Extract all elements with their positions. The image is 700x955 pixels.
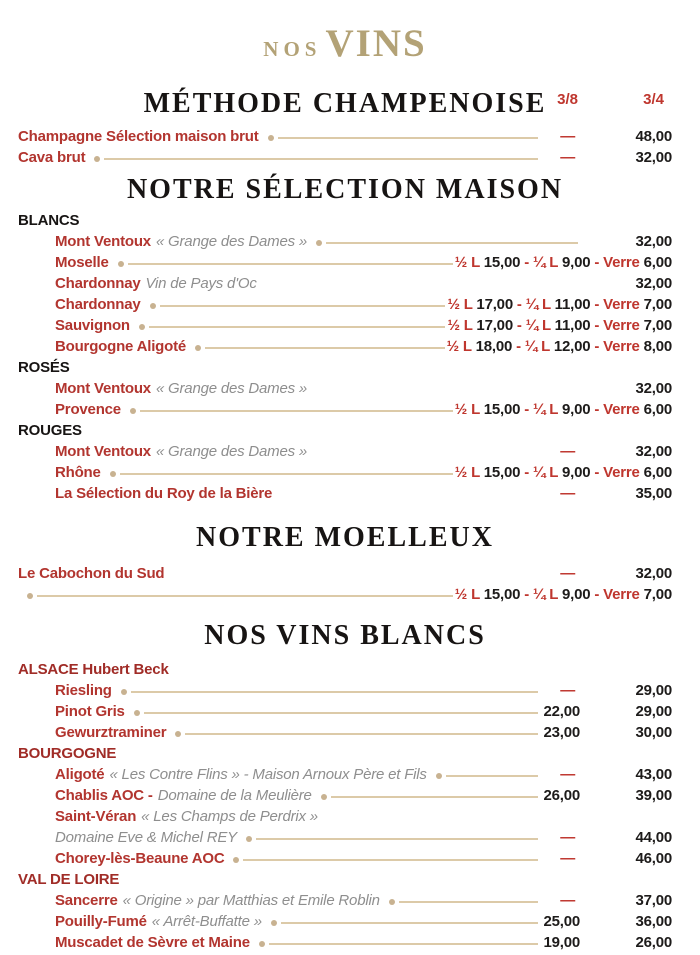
- carafe-quarter-price: 9,00: [561, 254, 591, 271]
- leader-rule: [104, 158, 538, 160]
- wine-name: Chardonnay: [55, 296, 141, 313]
- carafe-half-label: ½ L: [454, 586, 484, 603]
- leader-rule: [269, 943, 538, 945]
- menu-section: [18, 88, 672, 168]
- bullet-dot-icon: [259, 941, 265, 947]
- wine-subtitle: « Arrêt-Buffatte »: [151, 913, 262, 930]
- carafe-half-label: ½ L: [454, 401, 484, 418]
- carafe-prices: [455, 586, 672, 603]
- leader-line: [259, 941, 538, 947]
- price-large-bottle: 32,00: [635, 380, 672, 397]
- group-rows: [18, 231, 672, 357]
- carafe-half-label: ½ L: [447, 296, 477, 313]
- bullet-dot-icon: [130, 408, 136, 414]
- leader-line: [389, 899, 538, 905]
- bullet-dot-icon: [110, 471, 116, 477]
- wine-subtitle: « Grange des Dames »: [155, 233, 308, 250]
- carafe-half-price: 17,00: [476, 296, 513, 313]
- wine-name: Muscadet de Sèvre et Maine: [55, 934, 250, 951]
- price-large-bottle: 32,00: [635, 233, 672, 250]
- wine-name: Mont Ventoux: [55, 233, 151, 250]
- bullet-dot-icon: [316, 240, 322, 246]
- leader-rule: [278, 137, 538, 139]
- section-heading: [18, 620, 672, 651]
- price-small-bottle: 23,00: [543, 724, 580, 741]
- carafe-quarter-label: ¼ L: [533, 586, 562, 603]
- leader-rule: [37, 595, 453, 597]
- menu-row: [55, 932, 672, 953]
- bullet-dot-icon: [268, 135, 274, 141]
- carafe-prices: [447, 317, 672, 334]
- leader-rule: [149, 326, 446, 328]
- wine-name: Le Cabochon du Sud: [18, 565, 165, 582]
- bullet-dot-icon: [389, 899, 395, 905]
- carafe-glass-label: - Verre: [590, 254, 644, 271]
- menu-row: [55, 336, 672, 357]
- group-label: BLANCS: [18, 212, 80, 229]
- price-small-bottle: 25,00: [543, 913, 580, 930]
- price-large-bottle: 29,00: [635, 703, 672, 720]
- leader-rule: [120, 473, 453, 475]
- wine-subtitle: « Grange des Dames »: [155, 443, 308, 460]
- wine-name: Pinot Gris: [55, 703, 125, 720]
- carafe-glass-price: 6,00: [643, 401, 672, 418]
- bullet-dot-icon: [195, 345, 201, 351]
- price-small-bottle: 26,00: [543, 787, 580, 804]
- carafe-separator: -: [520, 254, 534, 271]
- wine-name: Chardonnay: [55, 275, 141, 292]
- carafe-separator: -: [520, 401, 534, 418]
- wine-subtitle: « Les Champs de Perdrix »: [141, 808, 318, 825]
- carafe-quarter-label: ¼ L: [525, 296, 555, 313]
- group-rows: [18, 441, 672, 504]
- carafe-glass-price: 8,00: [643, 338, 672, 355]
- bullet-dot-icon: [246, 836, 252, 842]
- carafe-separator: -: [512, 338, 525, 355]
- menu-row: [55, 273, 672, 294]
- wine-name: Mont Ventoux: [55, 443, 151, 460]
- carafe-prices: [455, 254, 672, 271]
- price-small-bottle: 22,00: [543, 703, 580, 720]
- section-heading-label: NOS VINS BLANCS: [204, 620, 486, 651]
- carafe-glass-price: 7,00: [643, 586, 672, 603]
- carafe-quarter-label: ¼ L: [524, 338, 554, 355]
- bullet-dot-icon: [27, 593, 33, 599]
- price-small-bottle: —: [560, 850, 575, 867]
- leader-line: [134, 710, 538, 716]
- menu-row: [55, 848, 672, 869]
- wine-subtitle: « Origine » par Matthias et Emile Roblin: [122, 892, 380, 909]
- menu-row: [55, 806, 672, 827]
- carafe-prices: [455, 464, 672, 481]
- wine-name: Sauvignon: [55, 317, 130, 334]
- group-rows: [18, 890, 672, 953]
- carafe-quarter-price: 11,00: [554, 317, 591, 334]
- column-header-3-4: 3/4: [643, 91, 664, 108]
- carafe-half-price: 15,00: [483, 254, 521, 271]
- carafe-glass-price: 6,00: [643, 464, 672, 481]
- price-large-bottle: 37,00: [635, 892, 672, 909]
- price-large-bottle: 44,00: [635, 829, 672, 846]
- leader-rule: [331, 796, 538, 798]
- menu-row: [55, 462, 672, 483]
- carafe-quarter-price: 12,00: [553, 338, 591, 355]
- page-title-prefix: NOS: [263, 37, 322, 61]
- section-heading-label: NOTRE SÉLECTION MAISON: [126, 174, 564, 205]
- carafe-separator: -: [520, 464, 534, 481]
- leader-line: [27, 593, 453, 599]
- carafe-glass-label: - Verre: [590, 401, 644, 418]
- menu-row: [55, 701, 672, 722]
- section-heading: [18, 88, 672, 119]
- menu-section: [18, 174, 672, 504]
- group-rows: [18, 680, 672, 743]
- wine-name: Cava brut: [18, 149, 86, 166]
- leader-rule: [205, 347, 445, 349]
- section-heading: [18, 174, 672, 205]
- wine-name: Pouilly-Fumé: [55, 913, 147, 930]
- wine-name: Riesling: [55, 682, 112, 699]
- price-small-bottle: —: [560, 682, 575, 699]
- price-large-bottle: 32,00: [635, 565, 672, 582]
- price-large-bottle: 32,00: [635, 443, 672, 460]
- menu-row: [55, 231, 672, 252]
- menu-row: [18, 563, 672, 584]
- menu-row: [55, 722, 672, 743]
- price-large-bottle: 26,00: [635, 934, 672, 951]
- price-large-bottle: 43,00: [635, 766, 672, 783]
- menu-row: [55, 785, 672, 806]
- menu-row: [55, 378, 672, 399]
- carafe-separator: -: [512, 296, 526, 313]
- menu-row: [55, 764, 672, 785]
- group-label: ROUGES: [18, 422, 82, 439]
- menu-row: [55, 252, 672, 273]
- price-small-bottle: —: [560, 892, 575, 909]
- bullet-dot-icon: [134, 710, 140, 716]
- wine-name: Chablis AOC -: [55, 787, 153, 804]
- leader-line: [121, 689, 538, 695]
- group-label: VAL DE LOIRE: [18, 871, 120, 888]
- menu-row: [55, 315, 672, 336]
- page-title: [18, 22, 672, 68]
- section-heading-label: MÉTHODE CHAMPENOISE: [143, 88, 547, 119]
- leader-rule: [185, 733, 538, 735]
- wine-name: Provence: [55, 401, 121, 418]
- carafe-half-label: ½ L: [454, 254, 484, 271]
- carafe-glass-price: 6,00: [643, 254, 672, 271]
- wine-name: Sancerre: [55, 892, 118, 909]
- carafe-prices: [447, 338, 672, 355]
- wine-name: Champagne Sélection maison brut: [18, 128, 259, 145]
- wine-name: Moselle: [55, 254, 109, 271]
- leader-rule: [281, 922, 538, 924]
- menu-row: [18, 147, 672, 168]
- leader-line: [316, 240, 578, 246]
- menu-sections: [18, 88, 672, 953]
- price-small-bottle: —: [560, 565, 575, 582]
- price-large-bottle: 48,00: [635, 128, 672, 145]
- menu-row: [18, 126, 672, 147]
- wine-subtitle: Domaine Eve & Michel REY: [55, 829, 237, 846]
- carafe-quarter-price: 9,00: [561, 464, 591, 481]
- carafe-half-price: 15,00: [483, 401, 521, 418]
- wine-name: Chorey-lès-Beaune AOC: [55, 850, 225, 867]
- carafe-quarter-label: ¼ L: [525, 317, 555, 334]
- wine-name: Bourgogne Aligoté: [55, 338, 187, 355]
- price-small-bottle: 19,00: [543, 934, 580, 951]
- group-label: ROSÉS: [18, 359, 70, 376]
- price-large-bottle: 35,00: [635, 485, 672, 502]
- menu-row: [55, 890, 672, 911]
- leader-line: [233, 857, 538, 863]
- bullet-dot-icon: [321, 794, 327, 800]
- bullet-dot-icon: [139, 324, 145, 330]
- price-small-bottle: —: [560, 766, 575, 783]
- wine-subtitle: « Les Contre Flins » - Maison Arnoux Père et Fils: [109, 766, 427, 783]
- carafe-glass-label: - Verre: [590, 586, 644, 603]
- leader-line: [436, 773, 538, 779]
- carafe-separator: -: [520, 586, 534, 603]
- leader-rule: [131, 691, 538, 693]
- column-header-3-8: 3/8: [557, 91, 578, 108]
- price-large-bottle: 29,00: [635, 682, 672, 699]
- carafe-quarter-price: 9,00: [561, 586, 591, 603]
- leader-rule: [144, 712, 538, 714]
- wine-subtitle: Vin de Pays d'Oc: [145, 275, 257, 292]
- carafe-glass-price: 7,00: [643, 296, 672, 313]
- group-rows: [18, 126, 672, 168]
- carafe-half-price: 15,00: [483, 464, 521, 481]
- leader-rule: [128, 263, 453, 265]
- group-rows: [18, 764, 672, 869]
- price-large-bottle: 36,00: [635, 913, 672, 930]
- carafe-quarter-label: ¼ L: [533, 254, 562, 271]
- group-label: BOURGOGNE: [18, 745, 117, 762]
- leader-rule: [140, 410, 453, 412]
- wine-name: Saint-Véran: [55, 808, 137, 825]
- menu-section: [18, 620, 672, 953]
- carafe-half-label: ½ L: [447, 317, 477, 334]
- price-large-bottle: 30,00: [635, 724, 672, 741]
- leader-line: [271, 920, 538, 926]
- section-heading: [18, 522, 672, 553]
- wine-name: Mont Ventoux: [55, 380, 151, 397]
- leader-rule: [446, 775, 538, 777]
- price-large-bottle: 46,00: [635, 850, 672, 867]
- leader-line: [246, 836, 538, 842]
- group-rows: [18, 563, 672, 605]
- menu-row: [55, 483, 672, 504]
- carafe-half-price: 17,00: [476, 317, 513, 334]
- bullet-dot-icon: [94, 156, 100, 162]
- bullet-dot-icon: [118, 261, 124, 267]
- carafe-separator: -: [512, 317, 526, 334]
- price-large-bottle: 39,00: [635, 787, 672, 804]
- bullet-dot-icon: [150, 303, 156, 309]
- leader-line: [139, 324, 446, 330]
- wine-subtitle: « Grange des Dames »: [155, 380, 308, 397]
- price-large-bottle: 32,00: [635, 275, 672, 292]
- wine-name: Aligoté: [55, 766, 105, 783]
- price-small-bottle: —: [560, 485, 575, 502]
- carafe-glass-label: - Verre: [590, 296, 644, 313]
- carafe-quarter-price: 9,00: [561, 401, 591, 418]
- menu-row: [55, 399, 672, 420]
- carafe-half-label: ½ L: [454, 464, 484, 481]
- leader-line: [130, 408, 453, 414]
- bullet-dot-icon: [175, 731, 181, 737]
- leader-line: [110, 471, 453, 477]
- carafe-quarter-label: ¼ L: [533, 464, 562, 481]
- wine-subtitle: Domaine de la Meulière: [157, 787, 312, 804]
- menu-row: [18, 584, 672, 605]
- carafe-prices: [455, 401, 672, 418]
- leader-line: [118, 261, 453, 267]
- section-heading-label: NOTRE MOELLEUX: [196, 522, 494, 553]
- leader-line: [175, 731, 538, 737]
- carafe-glass-label: - Verre: [590, 464, 644, 481]
- carafe-half-price: 18,00: [475, 338, 513, 355]
- menu-row: [55, 911, 672, 932]
- leader-line: [150, 303, 446, 309]
- menu-row: [55, 827, 672, 848]
- carafe-glass-price: 7,00: [643, 317, 672, 334]
- leader-line: [195, 345, 445, 351]
- leader-line: [94, 156, 538, 162]
- wine-name: La Sélection du Roy de la Bière: [55, 485, 273, 502]
- menu-row: [55, 680, 672, 701]
- bullet-dot-icon: [121, 689, 127, 695]
- menu-row: [55, 294, 672, 315]
- wine-name: Rhône: [55, 464, 101, 481]
- carafe-glass-label: - Verre: [590, 317, 644, 334]
- group-rows: [18, 378, 672, 420]
- group-label: ALSACE Hubert Beck: [18, 661, 169, 678]
- carafe-half-price: 15,00: [483, 586, 521, 603]
- leader-rule: [399, 901, 538, 903]
- menu-section: [18, 522, 672, 605]
- price-large-bottle: 32,00: [635, 149, 672, 166]
- carafe-quarter-label: ¼ L: [533, 401, 562, 418]
- leader-rule: [326, 242, 578, 244]
- bullet-dot-icon: [271, 920, 277, 926]
- price-small-bottle: —: [560, 829, 575, 846]
- page-title-main: VINS: [325, 22, 427, 65]
- carafe-quarter-price: 11,00: [554, 296, 591, 313]
- leader-rule: [256, 838, 538, 840]
- price-small-bottle: —: [560, 128, 575, 145]
- leader-rule: [243, 859, 538, 861]
- carafe-glass-label: - Verre: [590, 338, 644, 355]
- bullet-dot-icon: [233, 857, 239, 863]
- carafe-half-label: ½ L: [446, 338, 476, 355]
- price-small-bottle: —: [560, 149, 575, 166]
- leader-line: [268, 135, 538, 141]
- wine-name: Gewurztraminer: [55, 724, 167, 741]
- bullet-dot-icon: [436, 773, 442, 779]
- leader-line: [321, 794, 538, 800]
- carafe-prices: [447, 296, 672, 313]
- menu-row: [55, 441, 672, 462]
- price-small-bottle: —: [560, 443, 575, 460]
- leader-rule: [160, 305, 446, 307]
